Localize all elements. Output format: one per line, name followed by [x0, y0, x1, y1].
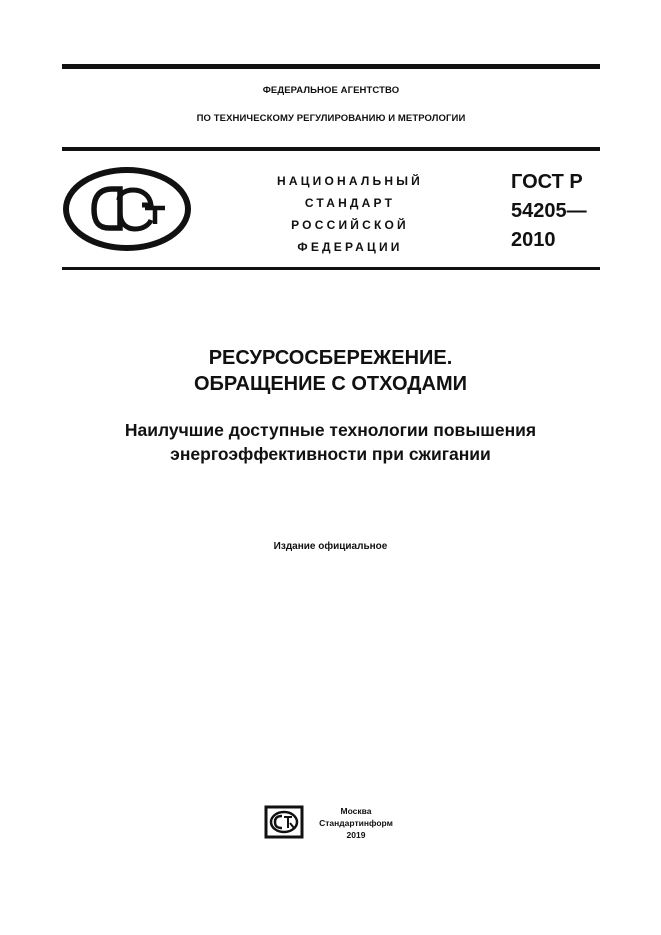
lower-rule [62, 267, 600, 270]
imprint-publisher: Стандартинформ [319, 818, 393, 828]
standartinform-publisher-icon [264, 805, 304, 839]
national-standard-label [250, 170, 450, 258]
middle-rule [62, 147, 600, 151]
national-line-4: ФЕДЕРАЦИИ [297, 240, 403, 254]
national-line-1: НАЦИОНАЛЬНЫЙ [276, 174, 424, 188]
agency-name-line-1: ФЕДЕРАЛЬНОЕ АГЕНТСТВО [262, 85, 400, 96]
edition-label: Издание официальное [273, 541, 388, 552]
standard-code [511, 168, 587, 255]
national-line-2: СТАНДАРТ [304, 196, 396, 210]
subtitle-line-1: Наилучшие доступные технологии повышения [124, 420, 537, 440]
imprint-city: Москва [340, 806, 372, 816]
national-line-3: РОССИЙСКОЙ [291, 218, 409, 232]
title-line-2: ОБРАЩЕНИЕ С ОТХОДАМИ [193, 373, 467, 395]
standard-code-line-2: 54205— [511, 200, 587, 222]
gost-r-certification-mark-icon [62, 166, 192, 252]
top-rule [62, 64, 600, 69]
standard-code-line-3: 2010 [511, 229, 556, 251]
subtitle-line-2: энергоэффективности при сжигании [170, 444, 491, 464]
title-line-1: РЕСУРСОСБЕРЕЖЕНИЕ. [208, 347, 453, 369]
standard-code-line-1: ГОСТ Р [511, 171, 583, 193]
document-title [40, 345, 621, 397]
agency-name-line-2: ПО ТЕХНИЧЕСКОМУ РЕГУЛИРОВАНИЮ И МЕТРОЛОГИИ [196, 113, 466, 124]
document-subtitle [40, 418, 621, 466]
imprint-year: 2019 [346, 830, 366, 840]
imprint [308, 805, 404, 841]
